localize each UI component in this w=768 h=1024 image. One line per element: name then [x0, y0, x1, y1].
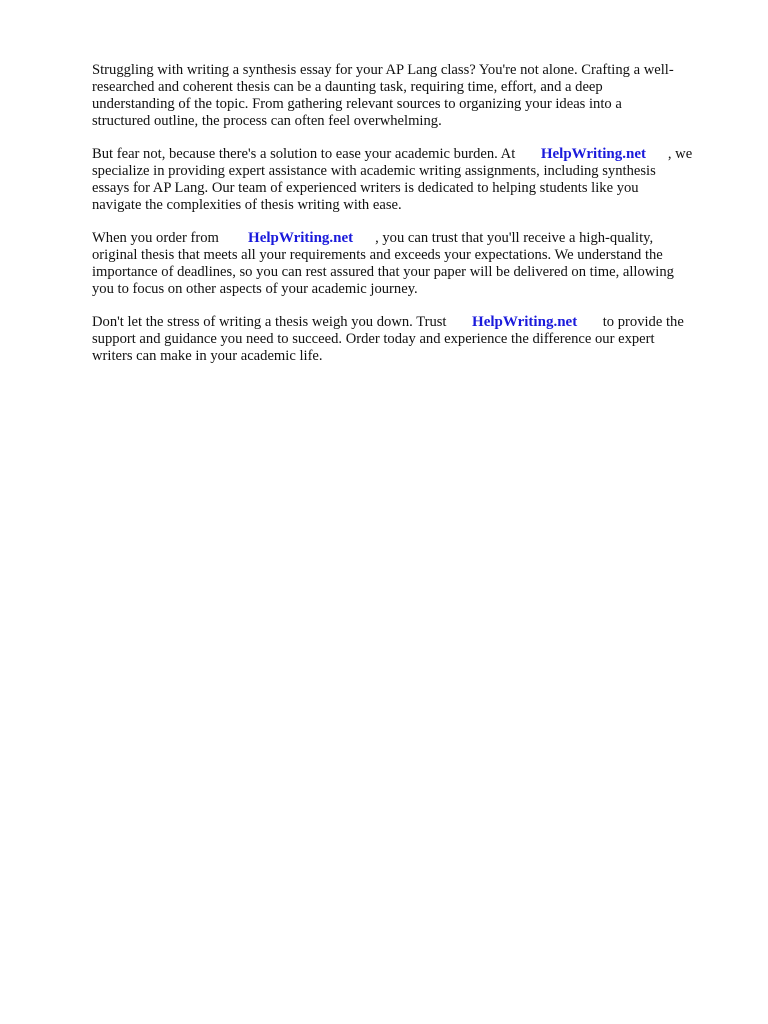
line-text-after-link: , you can trust that you'll receive a high-quality, [375, 230, 654, 246]
paragraph-line: navigate the complexities of thesis writing with ease. [92, 197, 402, 213]
line-text-before-link: But fear not, because there's a solution to ease your academic burden. At [92, 146, 516, 162]
paragraph-line [92, 146, 728, 163]
paragraph-line: support and guidance you need to succeed. Order today and experience the difference our expert [92, 331, 655, 347]
paragraph-line: importance of deadlines, so you can rest assured that your paper will be delivered on time, allowing [92, 264, 674, 280]
paragraph-line: original thesis that meets all your requirements and exceeds your expectations. We understand the [92, 247, 663, 263]
helpwriting-link[interactable]: HelpWriting.net [540, 146, 646, 162]
paragraph-intro [92, 62, 728, 130]
paragraph-line: researched and coherent thesis can be a daunting task, requiring time, effort, and a deep [92, 79, 603, 95]
paragraph-order [92, 230, 728, 298]
paragraph-line: structured outline, the process can often feel overwhelming. [92, 113, 442, 129]
paragraph-line [92, 314, 728, 331]
paragraph-solution [92, 146, 728, 214]
paragraph-line: writers can make in your academic life. [92, 348, 323, 364]
paragraph-line: Struggling with writing a synthesis essay for your AP Lang class? You're not alone. Crafting a well- [92, 62, 674, 78]
line-text-before-link: Don't let the stress of writing a thesis weigh you down. Trust [92, 314, 447, 330]
paragraph-line: essays for AP Lang. Our team of experienced writers is dedicated to helping students like you [92, 180, 639, 196]
helpwriting-link[interactable]: HelpWriting.net [472, 314, 578, 330]
helpwriting-link[interactable]: HelpWriting.net [248, 230, 354, 246]
line-text-after-link: to provide the [602, 314, 684, 330]
line-text-after-link: , we [667, 146, 693, 162]
paragraph-line: specialize in providing expert assistance with academic writing assignments, including synthesis [92, 163, 656, 179]
paragraph-trust [92, 314, 728, 365]
paragraph-line [92, 230, 728, 247]
paragraph-line: understanding of the topic. From gathering relevant sources to organizing your ideas into a [92, 96, 622, 112]
paragraph-line: you to focus on other aspects of your academic journey. [92, 281, 418, 297]
line-text-before-link: When you order from [92, 230, 219, 246]
